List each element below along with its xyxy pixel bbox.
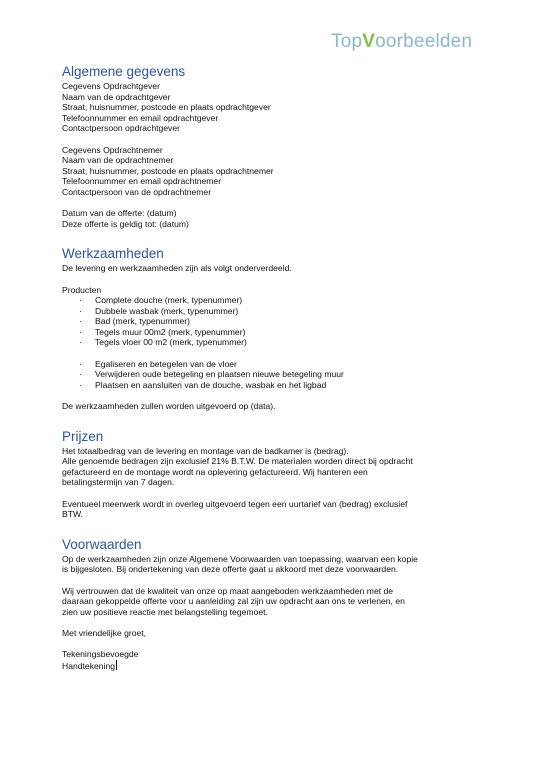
closing-text-line: Wij vertrouwen dat de kwaliteit van onze op maat aangeboden werkzaamheden met de <box>62 585 394 596</box>
prices-text-line: Alle genoemde bedragen zijn exclusief 21% B.T.W. De materialen worden direct bij opdracht <box>62 456 413 467</box>
extra-work-line: BTW. <box>62 509 84 520</box>
prices-text-line: betalingstermijn van 7 dagen. <box>62 477 175 488</box>
heading-work: Werkzaamheden <box>62 246 164 262</box>
logo-text-top: Top <box>331 31 363 52</box>
product-item: Tegels muur 00m2 (merk, typenummer) <box>95 326 246 337</box>
closing-text-line: zien uw positieve reactie met belangstelling tegemoet. <box>62 606 268 617</box>
signature-line[interactable] <box>62 660 482 672</box>
bullet-icon: · <box>79 316 82 327</box>
product-item: Dubbele wasbak (merk, typenummer) <box>95 305 239 316</box>
contractor-line: Telefoonnummer en email opdrachtnemer <box>62 176 222 187</box>
list-item <box>79 337 482 348</box>
signature-text: Handtekening <box>62 660 116 671</box>
prices-text-line: gefactureerd en de montage wordt na oplevering gefactureerd. Wij hanteren een <box>62 466 368 477</box>
list-item <box>79 359 482 370</box>
bullet-icon: · <box>79 379 82 390</box>
terms-text-line: Op de werkzaamheden zijn onze Algemene Voorwaarden van toepassing, waarvan een kopie <box>62 553 418 564</box>
offer-valid-until-line: Deze offerte is geldig tot: (datum) <box>62 218 189 229</box>
contractor-line: Naam van de opdrachtnemer <box>62 155 174 166</box>
bullet-icon: · <box>79 295 82 306</box>
products-list <box>62 295 482 348</box>
heading-prices: Prijzen <box>62 428 104 444</box>
task-item: Verwijderen oude betegeling en plaatsen nieuwe betegeling muur <box>95 369 344 380</box>
products-label: Producten <box>62 284 102 295</box>
list-item <box>79 316 482 327</box>
bullet-icon: · <box>79 326 82 337</box>
prices-text-line: Het totaalbedrag van de levering en montage van de badkamer is (bedrag). <box>62 445 349 456</box>
greeting: Met vriendelijke groet, <box>62 627 147 638</box>
client-line: Straat, huisnummer, postcode en plaats opdrachtgever <box>62 102 271 113</box>
list-item <box>79 306 482 317</box>
text-cursor <box>116 660 117 670</box>
task-item: Egaliseren en betegelen van de vloer <box>95 358 237 369</box>
work-intro: De levering en werkzaamheden zijn als volgt onderverdeeld. <box>62 263 292 274</box>
product-item: Bad (merk, typenummer) <box>95 316 191 327</box>
client-line: Telefoonnummer en email opdrachtgever <box>62 112 219 123</box>
extra-work-line: Eventueel meerwerk wordt in overleg uitgevoerd tegen een uurtarief van (bedrag) exclusief <box>62 498 408 509</box>
bullet-icon: · <box>79 337 82 348</box>
client-line: Naam van de opdrachtgever <box>62 91 171 102</box>
signatory: Tekeningsbevoegde <box>62 649 139 660</box>
list-item <box>79 327 482 338</box>
bullet-icon: · <box>79 305 82 316</box>
contractor-line: Cegevens Opdrachtnemer <box>62 144 163 155</box>
tasks-list <box>62 359 482 391</box>
work-closing: De werkzaamheden zullen worden uitgevoerd op (data). <box>62 401 276 412</box>
client-line: Cegevens Opdrachtgever <box>62 81 160 91</box>
bullet-icon: · <box>79 369 82 380</box>
contractor-line: Straat, huisnummer, postcode en plaats opdrachtnemer <box>62 165 274 176</box>
heading-terms: Voorwaarden <box>62 536 142 552</box>
list-item <box>79 380 482 391</box>
topvoorbeelden-logo <box>331 31 472 55</box>
client-line: Contactpersoon opdrachtgever <box>62 123 181 134</box>
task-item: Plaatsen en aansluiten van de douche, wasbak en het ligbad <box>95 379 327 390</box>
terms-text-line: is bijgesloten. Bij ondertekening van deze offerte gaat u akkoord met deze voorwaarden. <box>62 564 399 575</box>
list-item <box>79 369 482 380</box>
list-item <box>79 295 482 306</box>
product-item: Complete douche (merk, typenummer) <box>95 295 243 306</box>
offer-date-line: Datum van de offerte: (datum) <box>62 208 177 219</box>
bullet-icon: · <box>79 358 82 369</box>
document-body <box>62 64 482 671</box>
contractor-line: Contactpersoon van de opdrachtnemer <box>62 186 212 197</box>
closing-text-line: daaraan gekoppelde offerte voor u aanleiding zal zijn uw opdracht aan ons te verlenen, en <box>62 596 405 607</box>
logo-checkmark-v: V <box>362 31 376 52</box>
product-item: Tegels vloer 00 m2 (merk, typenummer) <box>95 337 247 348</box>
logo-text-voorbeelden: oorbeelden <box>375 31 473 52</box>
heading-general-info: Algemene gegevens <box>62 64 186 79</box>
